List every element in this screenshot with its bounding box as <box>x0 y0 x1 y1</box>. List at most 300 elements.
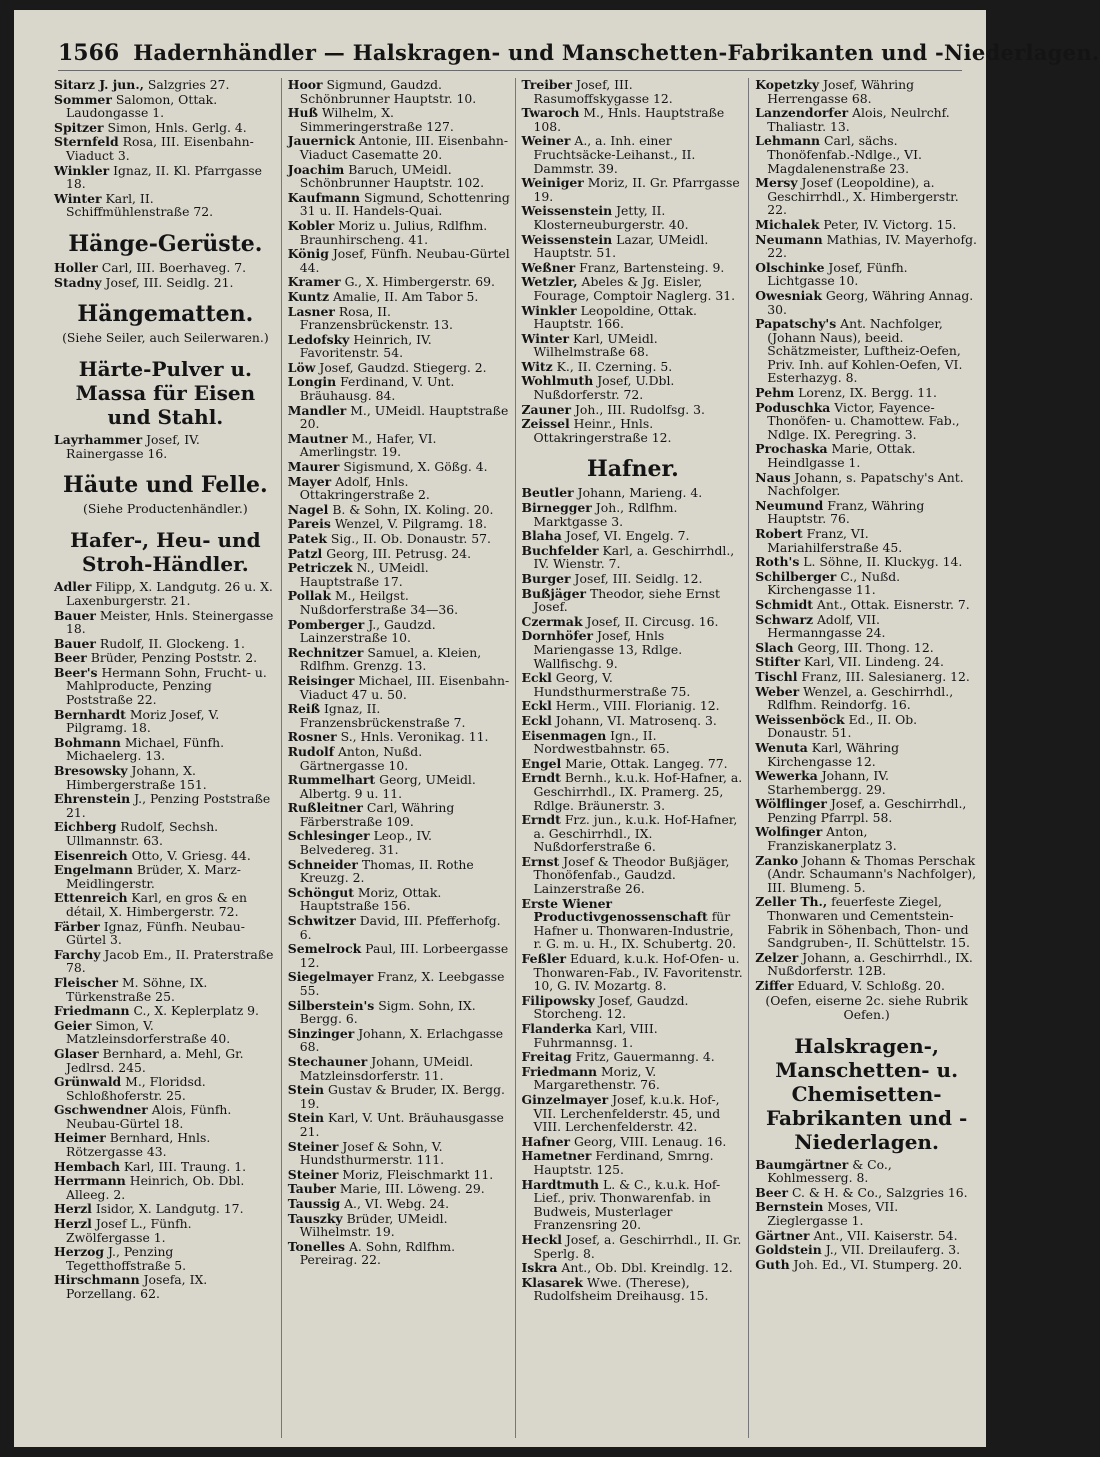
directory-entry <box>54 121 277 135</box>
entry-name: Färber <box>54 918 100 934</box>
entry-name: Neumann <box>755 231 823 247</box>
entry-name: König <box>287 246 329 262</box>
directory-entry <box>522 952 745 993</box>
entry-name: Zanko <box>755 852 799 868</box>
directory-entry <box>288 773 511 800</box>
directory-entry <box>522 587 745 614</box>
directory-entry <box>288 475 511 502</box>
directory-entry <box>288 191 511 218</box>
directory-entry <box>522 1276 745 1303</box>
entry-name: Kobler <box>287 217 335 233</box>
entry-details: Anton, Nußd. Gärtnergasse 10. <box>299 743 423 773</box>
entry-details: Michael, III. Eisenbahn-Viaduct 47 u. 50. <box>299 672 510 702</box>
directory-entry <box>288 333 511 360</box>
entry-name: Erndt <box>521 770 561 786</box>
entry-details: Victor, Fayence-Thonöfen- u. Chamottew. Fab., Ndlge. IX. Peregring. 3. <box>767 399 960 442</box>
directory-entry <box>522 176 745 203</box>
entry-name: Rudolf <box>287 743 335 759</box>
entry-details: Mathias, IV. Mayerhofg. 22. <box>767 231 977 261</box>
entry-name: Layrhammer <box>54 432 143 448</box>
entry-name: Buchfelder <box>521 542 599 558</box>
entry-details: Johann, X. Erlachgasse 68. <box>299 1025 504 1055</box>
entry-name: Adler <box>54 579 92 595</box>
directory-entry <box>522 813 745 854</box>
directory-entry <box>755 895 978 949</box>
directory-entry <box>288 134 511 161</box>
entry-details: Karl, VII. Lindeng. 24. <box>804 654 944 670</box>
entry-name: Heckl <box>521 1231 562 1247</box>
entry-name: Rußleitner <box>287 800 363 816</box>
entry-details: Ant., VII. Kaiserstr. 54. <box>813 1227 958 1243</box>
entry-details: Josef, VI. Engelg. 7. <box>565 528 690 544</box>
entry-details: Marie, Ottak. Langeg. 77. <box>565 755 728 771</box>
entry-details: Jetty, II. Klosterneuburgerstr. 40. <box>533 203 689 232</box>
entry-name: Mautner <box>287 430 348 446</box>
entry-name: Lanzendorfer <box>755 105 849 121</box>
directory-entry <box>288 290 511 304</box>
entry-details: Heinr., Hnls. Ottakringerstraße 12. <box>533 416 672 445</box>
entry-name: Winkler <box>54 162 110 178</box>
entry-name: Pomberger <box>287 616 365 632</box>
entry-details: Georg, V. Hundsthurmerstraße 75. <box>533 670 691 699</box>
entry-name: Bauer <box>54 607 96 623</box>
entry-name: Ehrenstein <box>54 791 131 807</box>
entry-name: Pehm <box>755 385 795 401</box>
entry-name: Ziffer <box>755 978 794 993</box>
directory-entry <box>288 404 511 431</box>
directory-entry <box>522 360 745 374</box>
entry-name: Stadny <box>54 274 102 290</box>
directory-entry <box>54 1131 277 1158</box>
entry-details: Moses, VII. Zieglergasse 1. <box>767 1199 899 1228</box>
entry-details: Johann, a. Geschirrhdl., IX. Nußdorferstr. 12B. <box>767 949 973 979</box>
entry-details: Sigm. Sohn, IX. Bergg. 6. <box>299 997 476 1027</box>
entry-details: Eduard, V. Schloßg. 20. <box>797 978 945 993</box>
directory-entry <box>755 289 978 316</box>
directory-entry <box>54 1019 277 1046</box>
entry-details: S., Hnls. Veronikag. 11. <box>340 729 489 745</box>
directory-entry <box>54 849 277 863</box>
directory-entry <box>54 261 277 275</box>
entry-details: Georg, VIII. Lenaug. 16. <box>573 1133 727 1149</box>
entry-details: feuerfeste Ziegel, Thonwaren und Cementstein-Fabrik in Söhenbach, Thon- und Sandgruben-, II. Schüttelstr. 15. <box>767 894 970 951</box>
entry-details: N., UMeidl. Hauptstraße 17. <box>299 560 429 589</box>
entry-name: Herzl <box>54 1216 92 1232</box>
directory-entry <box>755 979 978 993</box>
entry-details: Leopoldine, Ottak. Hauptstr. 166. <box>533 302 697 332</box>
column-4 <box>755 78 982 1438</box>
directory-entry <box>755 471 978 498</box>
directory-entry <box>755 641 978 655</box>
entry-name: Sternfeld <box>54 134 119 150</box>
directory-entry <box>755 797 978 824</box>
entry-name: Ettenreich <box>54 890 128 906</box>
entry-details: L. Söhne, II. Kluckyg. 14. <box>803 554 963 570</box>
entry-name: Sinzinger <box>287 1025 355 1041</box>
entry-details: Josef, U.Dbl. Nußdorferstr. 72. <box>533 373 675 403</box>
entry-name: Tauszky <box>287 1210 343 1226</box>
directory-entry <box>288 1212 511 1239</box>
entry-details: Josef & Sohn, V. Hundsthurmerstr. 111. <box>299 1138 445 1168</box>
directory-entry <box>288 914 511 941</box>
directory-entry <box>755 670 978 684</box>
directory-entry <box>288 1140 511 1167</box>
directory-entry <box>288 999 511 1026</box>
section-heading: Häute und Felle. <box>63 472 268 499</box>
entry-details: Heinrich, IV. Favoritenstr. 54. <box>299 331 432 361</box>
entry-name: Steiner <box>287 1138 339 1154</box>
entry-name: Kramer <box>287 274 341 290</box>
entry-name: Wohlmuth <box>521 373 594 389</box>
running-head: Hadernhändler — Halskragen- und Manschetten-Fabrikanten und -Niederlagen. <box>133 40 1100 65</box>
directory-entry <box>755 769 978 796</box>
cross-reference-note: (Oefen, eiserne 2c. siehe Rubrik Oefen.) <box>765 992 968 1022</box>
directory-entry <box>288 942 511 969</box>
entry-details: Peter, IV. Victorg. 15. <box>823 216 957 232</box>
entry-name: Stein <box>287 1082 325 1098</box>
directory-entry <box>288 432 511 459</box>
entry-name: Nagel <box>287 501 329 517</box>
entry-details: Samuel, a. Kleien, Rdlfhm. Grenzg. 13. <box>299 644 482 674</box>
entry-details: J., VII. Dreilauferg. 3. <box>825 1242 961 1258</box>
entry-name: Tischl <box>755 668 798 684</box>
directory-entry <box>522 757 745 771</box>
entry-details: C., X. Keplerplatz 9. <box>133 1003 259 1019</box>
section-heading: Härte-Pulver u. Massa für Eisen und Stahl. <box>75 357 256 430</box>
entry-name: Roth's <box>755 554 800 570</box>
entry-name: Weissenstein <box>521 203 613 219</box>
entry-details: Joh. Ed., VI. Stumperg. 20. <box>793 1256 963 1272</box>
entry-name: Lehmann <box>755 133 821 149</box>
entry-name: Klasarek <box>521 1274 584 1290</box>
entry-details: Josef, a. Geschirrhdl., II. Gr. Sperlg. 8. <box>533 1231 742 1261</box>
entry-details: Karl, UMeidl. Wilhelmstraße 68. <box>533 330 658 360</box>
section-heading: Halskragen-, Manschetten- u. Chemisetten-Fabrikanten und -Niederlagen. <box>765 1033 968 1154</box>
entry-name: Taussig <box>287 1195 341 1211</box>
directory-entry <box>54 792 277 819</box>
entry-details: Johann, IV. Starhembergg. 29. <box>767 768 889 797</box>
directory-entry <box>288 886 511 913</box>
entry-name: Jauernick <box>287 133 355 149</box>
entry-details: Carl, Währing Färberstraße 109. <box>299 800 455 829</box>
entry-name: Owesniak <box>755 287 822 303</box>
entry-details: Carl, III. Boerhaveg. 7. <box>101 259 247 275</box>
entry-name: Spitzer <box>54 119 104 135</box>
entry-name: Fleischer <box>54 974 119 990</box>
directory-entry <box>522 134 745 175</box>
directory-entry <box>54 609 277 636</box>
entry-details: B. & Sohn, IX. Koling. 20. <box>332 501 494 517</box>
entry-name: Wölflinger <box>755 796 827 812</box>
directory-entry <box>54 1273 277 1300</box>
entry-details: Joh., III. Rudolfsg. 3. <box>574 401 705 417</box>
entry-details: Karl, a. Geschirrhdl., IV. Wienstr. 7. <box>533 542 735 572</box>
directory-entry <box>755 570 978 597</box>
entry-details: Wenzel, a. Geschirrhdl., Rdlfhm. Reindorfg. 16. <box>767 683 954 713</box>
entry-details: Josef, a. Geschirrhdl., Penzing Pfarrpl. 58. <box>767 796 967 825</box>
entry-name: Heimer <box>54 1130 106 1146</box>
entry-name: Bernstein <box>755 1199 824 1215</box>
entry-details: Karl, en gros & en détail, X. Himbergerstr. 72. <box>66 890 247 919</box>
entry-name: Hirschmann <box>54 1272 140 1288</box>
directory-entry <box>288 561 511 588</box>
entry-details: Jacob Em., II. Praterstraße 78. <box>66 946 274 976</box>
directory-entry <box>522 417 745 444</box>
entry-details: Simon, Hnls. Gerlg. 4. <box>107 119 247 135</box>
directory-entry <box>755 1158 978 1185</box>
entry-name: Siegelmayer <box>287 969 374 985</box>
entry-details: Simon, V. Matzleinsdorferstraße 40. <box>66 1017 231 1047</box>
entry-name: Twaroch <box>521 105 580 121</box>
directory-entry <box>522 403 745 417</box>
directory-entry <box>522 994 745 1021</box>
directory-entry <box>288 1055 511 1082</box>
entry-details: Karl, V. Unt. Bräuhausgasse 21. <box>299 1110 504 1139</box>
directory-entry <box>522 855 745 896</box>
entry-details: Moriz, Ottak. Hauptstraße 156. <box>299 884 442 914</box>
directory-entry <box>288 547 511 561</box>
entry-name: Eisenmagen <box>521 727 607 743</box>
entry-name: Blaha <box>521 528 562 544</box>
entry-details: M., UMeidl. Hauptstraße 20. <box>299 402 509 432</box>
directory-entry <box>288 460 511 474</box>
entry-details: Karl, Währing Kirchengasse 12. <box>767 739 899 769</box>
entry-details: A., VI. Webg. 24. <box>344 1195 450 1211</box>
directory-entry <box>755 741 978 768</box>
directory-entry <box>288 1182 511 1196</box>
entry-name: Prochaska <box>755 441 828 457</box>
entry-name: Weßner <box>521 259 576 275</box>
entry-details: Georg, Währing Annag. 30. <box>767 287 974 317</box>
entry-name: Weiniger <box>521 175 584 191</box>
entry-name: Wetzler, <box>521 274 578 290</box>
entry-details: Franz, III. Salesianerg. 12. <box>801 668 970 684</box>
directory-entry <box>755 713 978 740</box>
entry-details: Sig., II. Ob. Donaustr. 57. <box>330 531 491 546</box>
directory-entry <box>755 134 978 175</box>
entry-name: Wewerka <box>755 768 818 784</box>
directory-entry <box>288 247 511 274</box>
entry-name: Ginzelmayer <box>521 1091 609 1107</box>
entry-details: Ed., II. Ob. Donaustr. 51. <box>767 711 918 741</box>
directory-entry <box>288 78 511 105</box>
directory-entry <box>54 1217 277 1244</box>
entry-details: Paul, III. Lorbeergasse 12. <box>299 941 509 970</box>
entry-details: Josef, II. Circusg. 16. <box>586 613 719 629</box>
entry-name: Olschinke <box>755 259 825 275</box>
entry-details: Franz, Währing Hauptstr. 76. <box>767 497 925 527</box>
directory-entry <box>522 1135 745 1149</box>
entry-details: Josef (Leopoldine), a. Geschirrhdl., X. Himbergerstr. 22. <box>767 175 959 218</box>
entry-name: Michalek <box>755 216 820 232</box>
entry-details: Adolf, Hnls. Ottakringerstraße 2. <box>299 473 430 503</box>
entry-details: für Hafner u. Thonwaren-Industrie, r. G. m. u. H., IX. Schubertg. 20. <box>533 909 737 952</box>
directory-entry <box>288 1197 511 1211</box>
directory-entry <box>755 655 978 669</box>
entry-details: Bernhard, a. Mehl, Gr. Jedlrsd. 245. <box>66 1045 244 1075</box>
entry-name: Huß <box>287 105 318 121</box>
entry-details: Frz. jun., k.u.k. Hof-Hafner, a. Geschirrhdl., IX. Nußdorferstraße 6. <box>533 812 738 855</box>
directory-entry <box>54 708 277 735</box>
entry-name: Zauner <box>521 401 572 417</box>
entry-details: Josef, III. Rasumoffskygasse 12. <box>533 77 673 106</box>
entry-name: Löw <box>287 359 316 375</box>
entry-details: Sigmund, Schottenring 31 u. II. Handels-Quai. <box>299 189 510 219</box>
entry-details: Moriz Josef, V. Pilgramg. 18. <box>66 706 220 736</box>
directory-entry <box>288 517 511 531</box>
entry-name: Steiner <box>287 1166 339 1182</box>
entry-name: Winter <box>521 330 570 346</box>
entry-name: Hardtmuth <box>521 1176 600 1192</box>
entry-name: Ernst <box>521 853 560 869</box>
entry-name: Kopetzky <box>755 77 820 92</box>
directory-entry <box>755 1258 978 1272</box>
directory-entry <box>54 276 277 290</box>
directory-entry <box>288 589 511 616</box>
entry-name: Petriczek <box>287 560 353 576</box>
directory-entry <box>288 1240 511 1267</box>
directory-entry <box>755 401 978 442</box>
directory-entry <box>522 714 745 728</box>
directory-entry <box>522 1050 745 1064</box>
entry-details: Alois, Fünfh. Neubau-Gürtel 18. <box>66 1102 232 1131</box>
entry-name: Kuntz <box>287 288 330 304</box>
entry-details: Heinrich, Ob. Dbl. Alleeg. 2. <box>66 1173 245 1202</box>
directory-entry <box>522 275 745 302</box>
entry-details: Georg, III. Petrusg. 24. <box>326 545 472 561</box>
entry-details: Ant. Nachfolger, (Johann Naus), beeid. Schätzmeister, Luftheiz-Oefen, Priv. Inh. auf Kohlen-Oefen, VI. Esterhazyg. 8. <box>767 316 963 386</box>
entry-details: Franz, X. Leebgasse 55. <box>299 969 505 998</box>
directory-entry <box>288 106 511 133</box>
directory-entry <box>54 135 277 162</box>
directory-entry <box>755 555 978 569</box>
entry-details: Georg, UMeidl. Albertg. 9 u. 11. <box>299 772 476 801</box>
entry-details: Brüder, X. Marz-Meidlingerstr. <box>66 862 241 891</box>
entry-name: Poduschka <box>755 399 831 415</box>
directory-entry <box>522 615 745 629</box>
entry-details: Josef, Währing Herrengasse 68. <box>767 77 915 106</box>
directory-entry <box>54 1047 277 1074</box>
directory-entry <box>755 106 978 133</box>
entry-name: Tauber <box>287 1181 336 1197</box>
entry-details: A., a. Inh. einer Fruchtsäcke-Leihanst., II. Dammstr. 39. <box>533 133 696 176</box>
entry-name: Winkler <box>521 302 577 318</box>
entry-name: Eckl <box>521 670 552 686</box>
entry-name: Friedmann <box>521 1063 598 1079</box>
directory-entry <box>288 163 511 190</box>
directory-entry <box>522 1233 745 1260</box>
directory-columns <box>54 78 982 1438</box>
directory-entry <box>755 825 978 852</box>
directory-entry <box>522 501 745 528</box>
entry-details: Amalie, II. Am Tabor 5. <box>332 288 479 304</box>
entry-name: Holler <box>54 259 98 275</box>
entry-name: Erste Wiener Productivgenossenschaft <box>521 895 708 925</box>
column-3 <box>522 78 750 1438</box>
entry-name: Mersy <box>755 175 798 191</box>
entry-details: Josef & Theodor Bußjäger, Thonöfenfab., Gaudzd. Lainzerstraße 26. <box>533 853 730 897</box>
directory-entry <box>522 629 745 670</box>
directory-entry <box>54 580 277 607</box>
entry-details: Johann & Thomas Perschak (Andr. Schaumann's Nachfolger), III. Blumeng. 5. <box>767 852 977 895</box>
entry-name: Zeissel <box>521 416 570 432</box>
entry-details: Ignaz, II. Franzensbrückenstraße 7. <box>299 701 466 730</box>
entry-details: A. Sohn, Rdlfhm. Pereirag. 22. <box>299 1238 456 1268</box>
directory-entry <box>288 219 511 246</box>
entry-details: Meister, Hnls. Steinergasse 18. <box>66 607 274 637</box>
entry-name: Engel <box>521 755 562 771</box>
directory-entry <box>288 970 511 997</box>
entry-details: Josef, k.u.k. Hof-, VII. Lerchenfelderstr. 45, und VIII. Lerchenfelderstr. 42. <box>533 1091 721 1135</box>
directory-entry <box>288 618 511 645</box>
entry-details: Adolf, VII. Hermanngasse 24. <box>767 611 886 641</box>
directory-entry <box>522 261 745 275</box>
entry-name: Schwitzer <box>287 913 356 929</box>
directory-entry <box>54 1160 277 1174</box>
directory-entry <box>54 948 277 975</box>
entry-name: Joachim <box>287 161 345 177</box>
entry-name: Stein <box>287 1110 325 1126</box>
directory-entry <box>288 702 511 729</box>
entry-name: Gschwendner <box>54 1102 148 1118</box>
entry-name: Herzog <box>54 1244 105 1260</box>
entry-details: Moriz, Fleischmarkt 11. <box>342 1166 494 1182</box>
entry-details: Antonie, III. Eisenbahn-Viaduct Casematte 20. <box>299 133 509 162</box>
directory-entry <box>288 1168 511 1182</box>
entry-details: J., Gaudzd. Lainzerstraße 10. <box>299 616 436 646</box>
entry-details: J., Penzing Poststraße 21. <box>66 791 271 820</box>
entry-details: Johann, s. Papatschy's Ant. Nachfolger. <box>767 469 964 499</box>
entry-name: Hembach <box>54 1158 120 1174</box>
directory-entry <box>522 572 745 586</box>
entry-name: Wenuta <box>755 739 808 755</box>
entry-details: J., Penzing Tegetthoffstraße 5. <box>66 1244 187 1273</box>
entry-name: Silberstein's <box>287 997 375 1013</box>
section-heading: Hängematten. <box>77 301 254 328</box>
entry-name: Mandler <box>287 402 347 418</box>
directory-entry <box>54 891 277 918</box>
entry-name: Engelmann <box>54 862 133 878</box>
directory-entry <box>288 361 511 375</box>
entry-details: M., Heilgst. Nußdorferstraße 34—36. <box>299 588 459 617</box>
entry-name: Bußjäger <box>521 585 586 601</box>
entry-name: Schöngut <box>287 884 354 900</box>
column-1 <box>54 78 282 1438</box>
directory-entry <box>54 976 277 1003</box>
directory-entry <box>522 1093 745 1134</box>
column-2 <box>288 78 516 1438</box>
entry-name: Weissenböck <box>755 711 845 727</box>
page-header <box>58 40 1100 71</box>
directory-entry <box>288 275 511 289</box>
entry-details: Wilhelm, X. Simmeringerstraße 127. <box>299 105 454 134</box>
entry-name: Lasner <box>287 303 335 319</box>
directory-entry <box>54 920 277 947</box>
entry-name: Schmidt <box>755 596 813 612</box>
directory-entry <box>54 820 277 847</box>
directory-entry <box>54 1174 277 1201</box>
directory-entry <box>755 78 978 105</box>
entry-name: Slach <box>755 639 794 655</box>
entry-details: Johann, VI. Matrosenq. 3. <box>555 712 717 728</box>
directory-entry <box>54 1202 277 1216</box>
entry-details: Ignaz, II. Kl. Pfarrgasse 18. <box>66 162 262 192</box>
entry-name: Beer <box>755 1184 789 1200</box>
entry-name: Mayer <box>287 473 332 489</box>
entry-details: Bernh., k.u.k. Hof-Hafner, a. Geschirrhdl., IX. Pramerg. 25, Rdlge. Bräunerstr. 3. <box>533 770 743 813</box>
directory-entry <box>522 671 745 698</box>
entry-name: Hametner <box>521 1148 592 1164</box>
